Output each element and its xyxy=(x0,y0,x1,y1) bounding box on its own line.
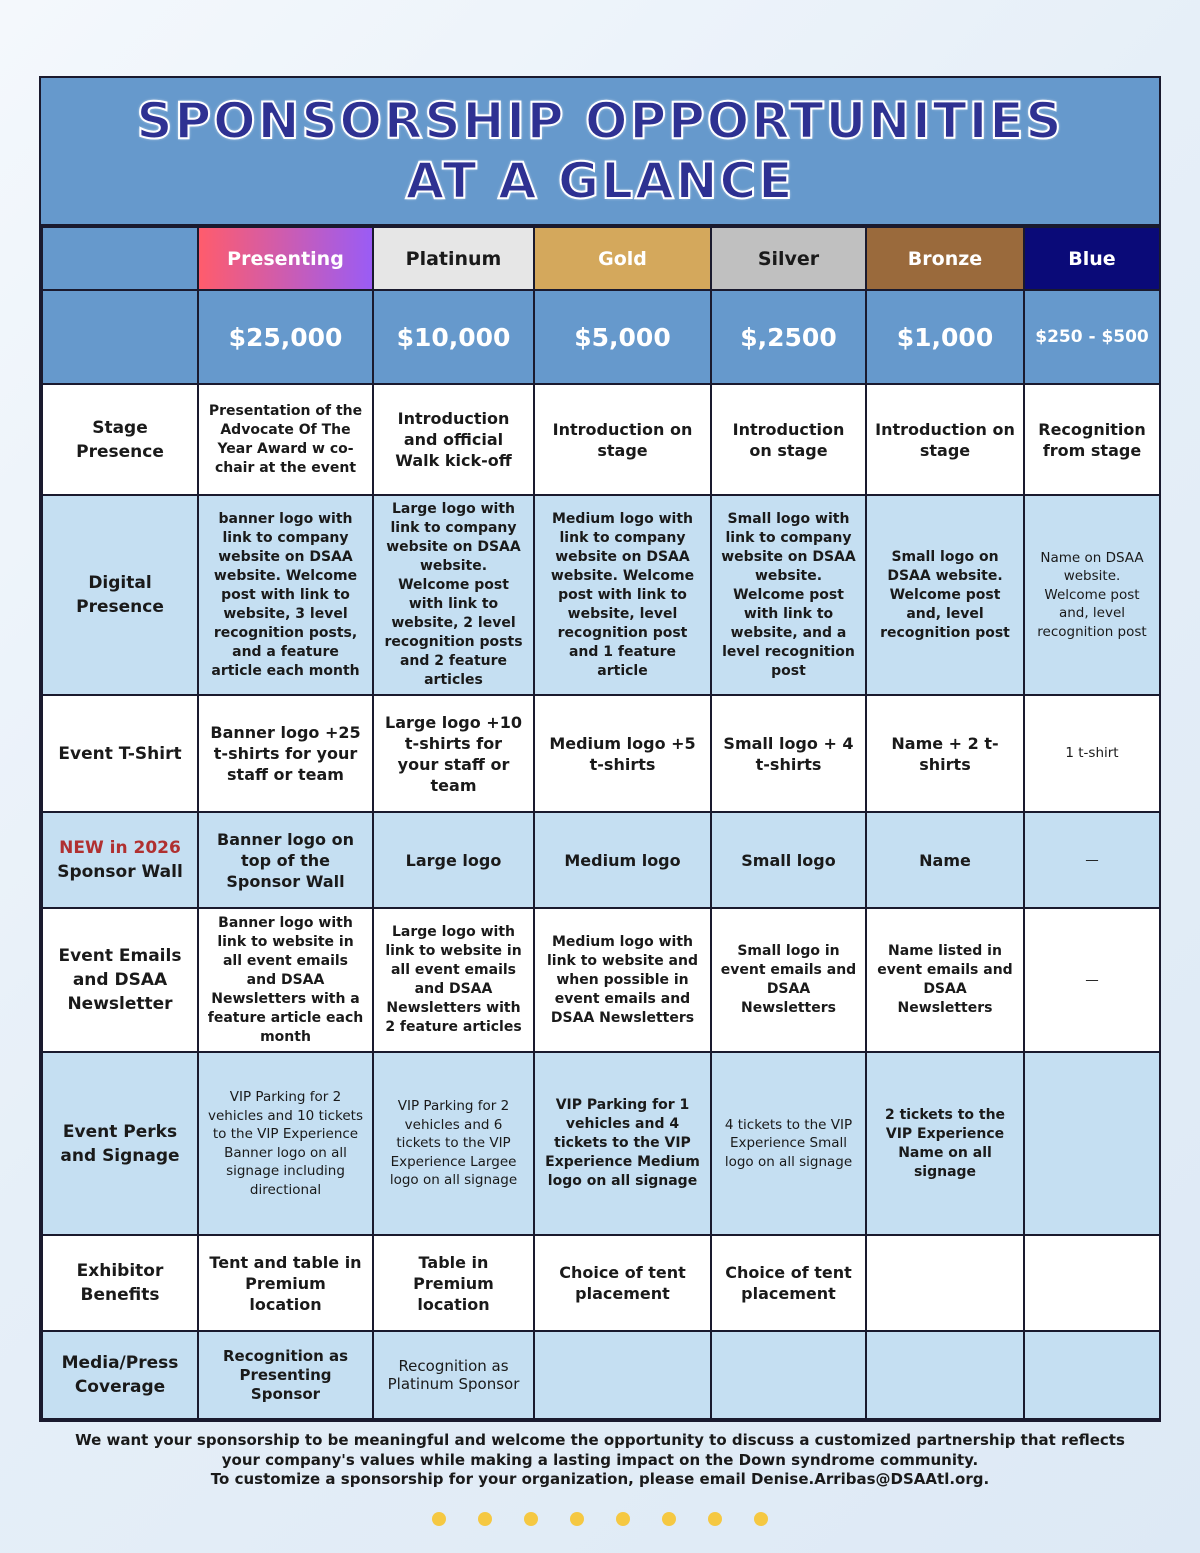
dot-icon xyxy=(432,1512,446,1526)
tier-header-silver: Silver xyxy=(711,227,866,290)
row-event-perks xyxy=(42,1052,1160,1235)
benefit-cell: Introduction on stage xyxy=(534,384,711,495)
benefit-cell: Choice of tent placement xyxy=(711,1235,866,1331)
benefit-cell: Introduction on stage xyxy=(866,384,1024,495)
benefit-cell: Banner logo +25 t-shirts for your staff or team xyxy=(198,695,373,812)
benefit-cell: banner logo with link to company website on DSAA website. Welcome post with link to website, 3 level recognition posts, and a feature article each month xyxy=(198,495,373,695)
benefit-cell: Banner logo on top of the Sponsor Wall xyxy=(198,812,373,908)
benefit-cell: 1 t-shirt xyxy=(1024,695,1160,812)
row-stage-presence xyxy=(42,384,1160,495)
benefit-cell: Name on DSAA website. Welcome post and, level recognition post xyxy=(1024,495,1160,695)
benefit-cell: Medium logo with link to website and when possible in event emails and DSAA Newsletters xyxy=(534,908,711,1052)
row-label: Event Perks and Signage xyxy=(42,1052,198,1235)
dot-icon xyxy=(662,1512,676,1526)
tier-header-presenting: Presenting xyxy=(198,227,373,290)
benefit-cell: Tent and table in Premium location xyxy=(198,1235,373,1331)
price-presenting: $25,000 xyxy=(198,290,373,384)
row-label: Exhibitor Benefits xyxy=(42,1235,198,1331)
benefit-cell: — xyxy=(1024,908,1160,1052)
page-title-line-1: SPONSORSHIP OPPORTUNITIES xyxy=(136,92,1064,150)
price-silver: $,2500 xyxy=(711,290,866,384)
benefit-cell: Presentation of the Advocate Of The Year Award w co-chair at the event xyxy=(198,384,373,495)
dot-icon xyxy=(708,1512,722,1526)
price-gold: $5,000 xyxy=(534,290,711,384)
footer-line-1: We want your sponsorship to be meaningful and welcome the opportunity to discuss a customized partnership that reflects your company's values while making a lasting impact on the Down syndrome community. xyxy=(75,1431,1125,1469)
benefit-cell: Table in Premium location xyxy=(373,1235,534,1331)
row-label: Event T-Shirt xyxy=(42,695,198,812)
benefit-cell: Small logo with link to company website on DSAA website. Welcome post with link to website, and a level recognition post xyxy=(711,495,866,695)
decorative-dots xyxy=(0,1512,1200,1526)
tier-header-gold: Gold xyxy=(534,227,711,290)
benefit-cell: Choice of tent placement xyxy=(534,1235,711,1331)
benefit-cell: Recognition as Platinum Sponsor xyxy=(373,1331,534,1419)
benefit-cell: VIP Parking for 1 vehicles and 4 tickets to the VIP Experience Medium logo on all signage xyxy=(534,1052,711,1235)
tier-header-bronze: Bronze xyxy=(866,227,1024,290)
benefit-cell: Small logo on DSAA website. Welcome post and, level recognition post xyxy=(866,495,1024,695)
footer-line-2: To customize a sponsorship for your organization, please email Denise.Arribas@DSAAtl.org. xyxy=(210,1470,990,1488)
price-platinum: $10,000 xyxy=(373,290,534,384)
benefit-cell: Large logo +10 t-shirts for your staff or team xyxy=(373,695,534,812)
benefit-cell: Medium logo +5 t-shirts xyxy=(534,695,711,812)
benefit-cell xyxy=(1024,1052,1160,1235)
price-row xyxy=(42,290,1160,384)
row-label: Media/Press Coverage xyxy=(42,1331,198,1419)
benefit-cell xyxy=(1024,1331,1160,1419)
row-media-press xyxy=(42,1331,1160,1419)
benefit-cell xyxy=(711,1331,866,1419)
row-label: Digital Presence xyxy=(42,495,198,695)
benefit-cell: Banner logo with link to website in all event emails and DSAA Newsletters with a feature article each month xyxy=(198,908,373,1052)
sponsorship-table xyxy=(41,226,1161,1420)
tier-header-platinum: Platinum xyxy=(373,227,534,290)
row-label: Stage Presence xyxy=(42,384,198,495)
benefit-cell: 4 tickets to the VIP Experience Small logo on all signage xyxy=(711,1052,866,1235)
dot-icon xyxy=(524,1512,538,1526)
benefit-cell: Recognition from stage xyxy=(1024,384,1160,495)
benefit-cell: Large logo with link to company website on DSAA website. Welcome post with link to website, 2 level recognition posts and 2 feature articles xyxy=(373,495,534,695)
dot-icon xyxy=(570,1512,584,1526)
price-bronze: $1,000 xyxy=(866,290,1024,384)
row-sponsor-wall xyxy=(42,812,1160,908)
footer-note xyxy=(60,1431,1140,1490)
benefit-cell: Medium logo with link to company website on DSAA website. Welcome post with link to website, level recognition post and 1 feature article xyxy=(534,495,711,695)
benefit-cell: Large logo with link to website in all event emails and DSAA Newsletters with 2 feature articles xyxy=(373,908,534,1052)
row-exhibitor-benefits xyxy=(42,1235,1160,1331)
benefit-cell: Medium logo xyxy=(534,812,711,908)
benefit-cell xyxy=(1024,1235,1160,1331)
benefit-cell: Small logo + 4 t-shirts xyxy=(711,695,866,812)
benefit-cell: VIP Parking for 2 vehicles and 10 tickets to the VIP Experience Banner logo on all signage including directional xyxy=(198,1052,373,1235)
tier-header-blue: Blue xyxy=(1024,227,1160,290)
benefit-cell: Name listed in event emails and DSAA Newsletters xyxy=(866,908,1024,1052)
price-blue: $250 - $500 xyxy=(1024,290,1160,384)
benefit-cell: Large logo xyxy=(373,812,534,908)
benefit-cell: VIP Parking for 2 vehicles and 6 tickets to the VIP Experience Largee logo on all signage xyxy=(373,1052,534,1235)
row-event-tshirt xyxy=(42,695,1160,812)
benefit-cell: Name + 2 t-shirts xyxy=(866,695,1024,812)
benefit-cell: Small logo xyxy=(711,812,866,908)
dot-icon xyxy=(478,1512,492,1526)
row-label xyxy=(42,812,198,908)
dot-icon xyxy=(754,1512,768,1526)
benefit-cell: Recognition as Presenting Sponsor xyxy=(198,1331,373,1419)
benefit-cell: 2 tickets to the VIP Experience Name on all signage xyxy=(866,1052,1024,1235)
benefit-cell: — xyxy=(1024,812,1160,908)
new-badge: NEW in 2026 xyxy=(59,838,181,858)
corner-cell xyxy=(42,227,198,290)
page-title-line-2: AT A GLANCE xyxy=(405,152,795,210)
price-corner-cell xyxy=(42,290,198,384)
dot-icon xyxy=(616,1512,630,1526)
benefit-cell xyxy=(866,1235,1024,1331)
benefit-cell: Name xyxy=(866,812,1024,908)
benefit-cell: Introduction and official Walk kick-off xyxy=(373,384,534,495)
title-banner xyxy=(41,78,1159,226)
benefit-cell: Introduction on stage xyxy=(711,384,866,495)
benefit-cell xyxy=(534,1331,711,1419)
benefit-cell xyxy=(866,1331,1024,1419)
benefit-cell: Small logo in event emails and DSAA Newsletters xyxy=(711,908,866,1052)
row-label-text: Sponsor Wall xyxy=(57,862,183,882)
row-label: Event Emails and DSAA Newsletter xyxy=(42,908,198,1052)
row-event-emails xyxy=(42,908,1160,1052)
tier-header-row xyxy=(42,227,1160,290)
row-digital-presence xyxy=(42,495,1160,695)
sponsorship-sheet xyxy=(39,76,1161,1422)
